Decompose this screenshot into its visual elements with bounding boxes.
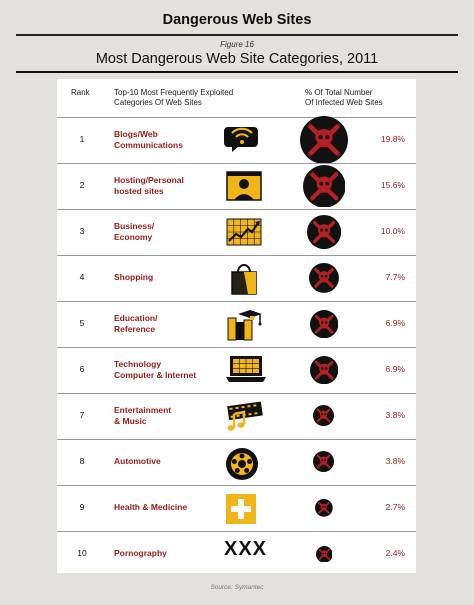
category-cell [114, 405, 224, 426]
infection-skull-marker [309, 263, 339, 298]
category-line1: Pornography [114, 548, 167, 558]
infection-skull-marker [307, 215, 341, 254]
figure-label: Figure 16 [220, 40, 254, 49]
category-header-line2: Categories Of Web Sites [114, 98, 202, 107]
medical-cross-icon [224, 492, 258, 531]
percent-header [305, 88, 405, 108]
percent-cell: 3.8% [385, 456, 405, 466]
category-line1: Hosting/Personal [114, 175, 184, 185]
row-divider [57, 485, 416, 486]
rank-cell: 6 [79, 364, 85, 374]
title-divider [16, 34, 458, 36]
rank-cell: 1 [79, 134, 85, 144]
row-divider [57, 301, 416, 302]
film-music-icon [224, 400, 264, 439]
stock-chart-icon [224, 216, 264, 253]
rank-cell: 10 [77, 548, 87, 558]
rank-cell: 9 [79, 502, 85, 512]
category-line1: Technology [114, 359, 162, 369]
category-cell [114, 175, 224, 196]
percent-cell: 7.7% [385, 272, 405, 282]
percent-cell: 6.9% [385, 318, 405, 328]
infection-skull-marker [313, 451, 334, 477]
row-divider [57, 117, 416, 118]
category-line1: Health & Medicine [114, 502, 188, 512]
percent-cell: 2.4% [385, 548, 405, 558]
row-divider [57, 439, 416, 440]
infection-skull-marker [316, 546, 333, 568]
percent-cell: 10.0% [380, 226, 405, 236]
infection-skull-marker [310, 310, 338, 343]
category-line2: & Music [114, 415, 147, 426]
books-graduation-icon [224, 308, 264, 347]
rank-cell: 8 [79, 456, 85, 466]
category-line1: Business/ [114, 221, 155, 231]
category-cell [114, 272, 224, 283]
category-cell [114, 313, 224, 334]
table-panel [57, 79, 416, 573]
rank-cell: 3 [79, 226, 85, 236]
category-cell [114, 456, 224, 467]
shopping-bag-icon [224, 262, 264, 301]
xxx-icon [224, 538, 267, 561]
rank-cell: 2 [79, 180, 85, 190]
xxx-text: XXX [224, 538, 268, 560]
percent-cell: 3.8% [385, 410, 405, 420]
infection-skull-marker [300, 116, 348, 169]
percent-cell: 19.8% [380, 134, 405, 144]
category-cell [114, 359, 224, 380]
row-divider [57, 531, 416, 532]
percent-header-line2: Of Infected Web Sites [305, 98, 383, 107]
category-line1: Blogs/Web [114, 129, 158, 139]
row-divider [57, 209, 416, 210]
category-line2: Communications [114, 139, 183, 150]
percent-header-line1: % Of Total Number [305, 88, 373, 97]
category-cell [114, 129, 224, 150]
infection-skull-marker [310, 356, 338, 389]
category-line1: Entertainment [114, 405, 172, 415]
rank-cell: 7 [79, 410, 85, 420]
infection-skull-marker [315, 499, 333, 522]
category-line1: Education/ [114, 313, 158, 323]
person-browser-icon [224, 170, 264, 207]
category-line2: Computer & Internet [114, 369, 197, 380]
infection-skull-marker [303, 165, 346, 213]
subtitle-divider [16, 71, 458, 73]
rank-cell: 5 [79, 318, 85, 328]
row-divider [57, 347, 416, 348]
row-divider [57, 163, 416, 164]
row-divider [57, 393, 416, 394]
category-cell [114, 548, 224, 559]
category-line1: Shopping [114, 272, 154, 282]
category-line2: Economy [114, 231, 153, 242]
infection-skull-marker [313, 405, 334, 431]
percent-cell: 15.6% [380, 180, 405, 190]
wheel-icon [224, 446, 260, 487]
category-header-line1: Top-10 Most Frequently Exploited [114, 88, 234, 97]
percent-cell: 6.9% [385, 364, 405, 374]
laptop-icon [224, 354, 268, 389]
category-cell [114, 502, 224, 513]
category-line2: Reference [114, 323, 156, 334]
chart-title: Most Dangerous Web Site Categories, 2011 [95, 51, 379, 67]
rank-cell: 4 [79, 272, 85, 282]
percent-cell: 2.7% [385, 502, 405, 512]
category-header [114, 88, 233, 108]
rank-header: Rank [71, 88, 90, 97]
source-note: Source: Symantec [210, 584, 264, 591]
category-line2: hosted sites [114, 185, 164, 196]
page-title: Dangerous Web Sites [162, 12, 312, 28]
speech-bubble-wifi-icon [224, 124, 264, 159]
category-line1: Automotive [114, 456, 161, 466]
row-divider [57, 255, 416, 256]
category-cell [114, 221, 224, 242]
